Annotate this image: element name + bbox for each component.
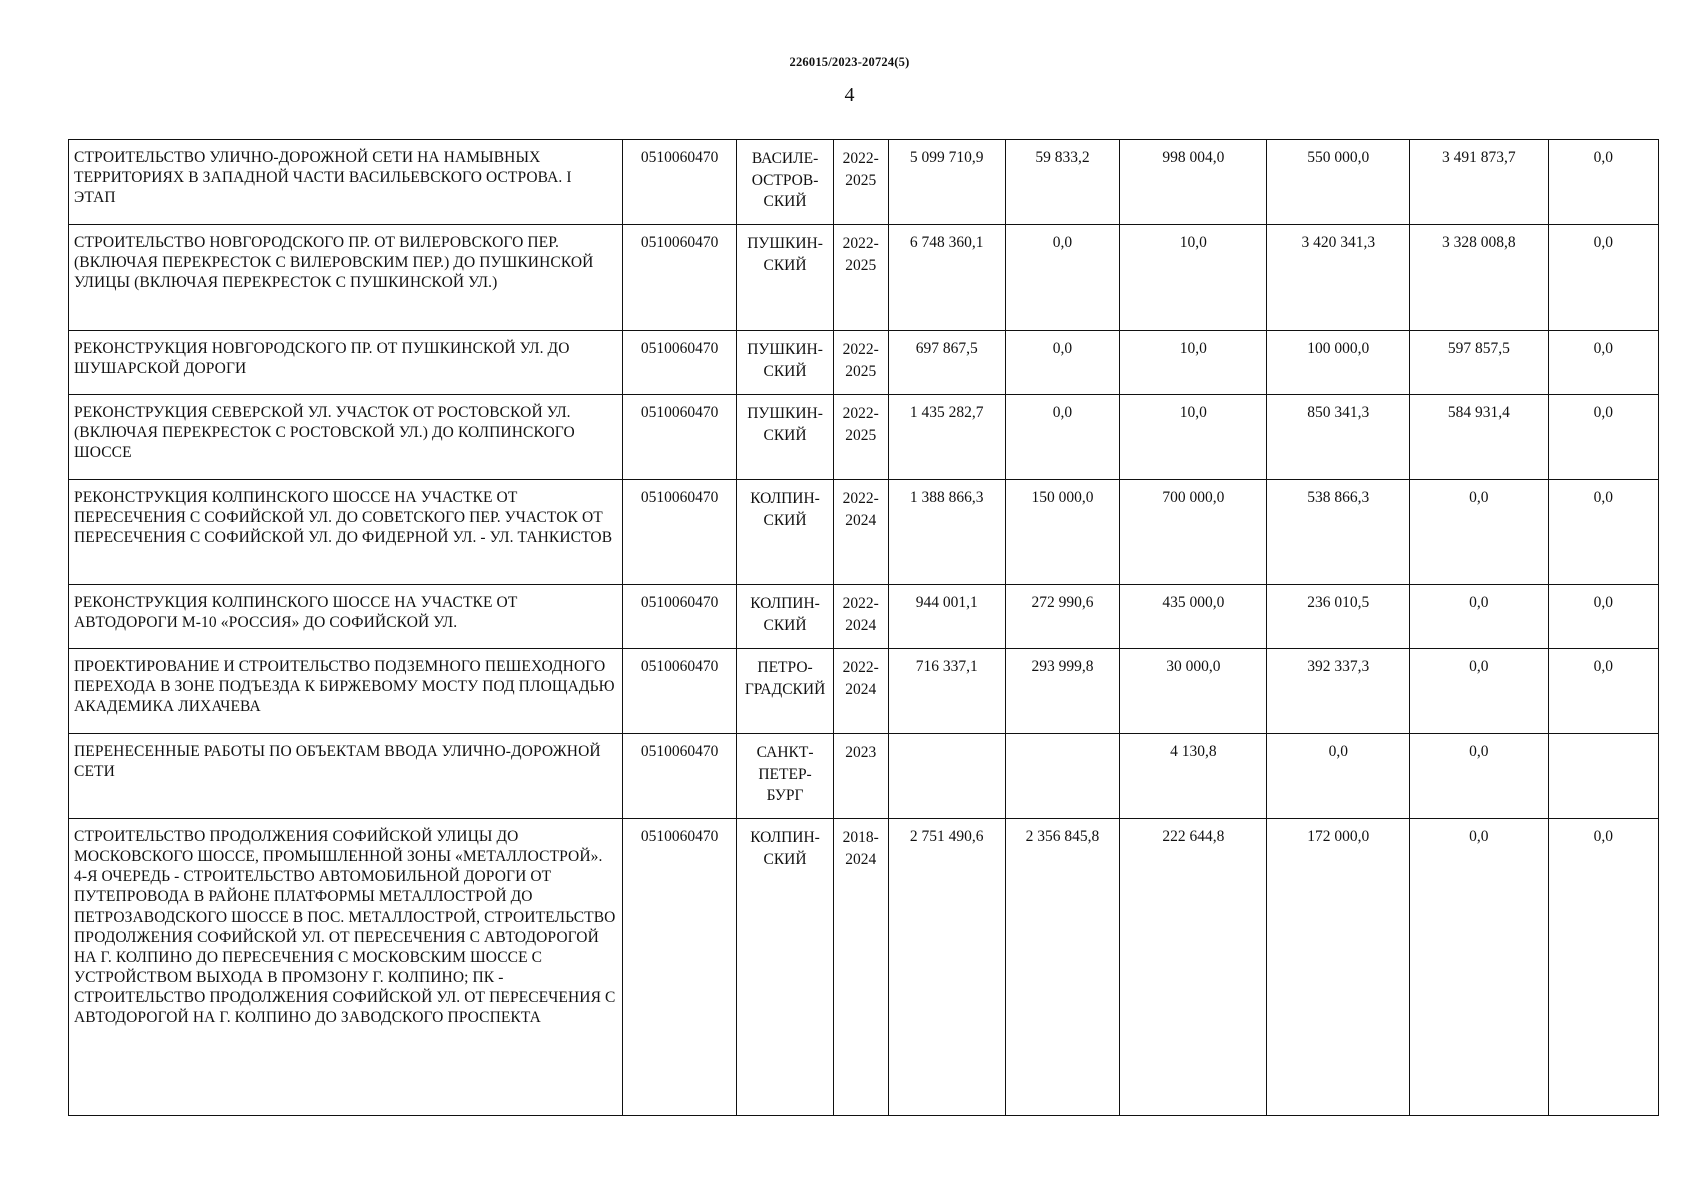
document-number: 226015/2023-20724(5) xyxy=(789,55,910,69)
table-row xyxy=(69,140,1659,225)
value-col-4: 3 420 341,3 xyxy=(1267,225,1410,331)
object-name: СТРОИТЕЛЬСТВО НОВГОРОДСКОГО ПР. ОТ ВИЛЕРОВСКОГО ПЕР. (ВКЛЮЧАЯ ПЕРЕКРЕСТОК С ВИЛЕРОВСКИМ ПЕР.) ДО ПУШКИНСКОЙ УЛИЦЫ (ВКЛЮЧАЯ ПЕРЕКРЕСТОК С ПУШКИНСКОЙ УЛ.) xyxy=(69,225,623,331)
table-row xyxy=(69,585,1659,649)
budget-code: 0510060470 xyxy=(622,480,737,585)
budget-code: 0510060470 xyxy=(622,734,737,819)
value-col-5: 0,0 xyxy=(1410,819,1548,1116)
value-col-6: 0,0 xyxy=(1548,331,1658,395)
value-col-4: 0,0 xyxy=(1267,734,1410,819)
value-col-6: 0,0 xyxy=(1548,480,1658,585)
value-col-3: 30 000,0 xyxy=(1120,649,1267,734)
district: ПУШКИН- СКИЙ xyxy=(737,331,833,395)
budget-code: 0510060470 xyxy=(622,395,737,480)
value-col-5: 3 491 873,7 xyxy=(1410,140,1548,225)
value-col-4: 850 341,3 xyxy=(1267,395,1410,480)
value-col-5: 0,0 xyxy=(1410,585,1548,649)
district: ПЕТРО- ГРАДСКИЙ xyxy=(737,649,833,734)
budget-code: 0510060470 xyxy=(622,649,737,734)
table-row xyxy=(69,649,1659,734)
years: 2022- 2024 xyxy=(833,649,888,734)
value-col-3: 435 000,0 xyxy=(1120,585,1267,649)
years: 2022- 2024 xyxy=(833,480,888,585)
budget-code: 0510060470 xyxy=(622,585,737,649)
value-col-6: 0,0 xyxy=(1548,649,1658,734)
value-col-3: 10,0 xyxy=(1120,331,1267,395)
value-total: 697 867,5 xyxy=(888,331,1005,395)
object-name: ПРОЕКТИРОВАНИЕ И СТРОИТЕЛЬСТВО ПОДЗЕМНОГО ПЕШЕХОДНОГО ПЕРЕХОДА В ЗОНЕ ПОДЪЕЗДА К БИРЖЕВОМУ МОСТУ ПОД ПЛОЩАДЬЮ АКАДЕМИКА ЛИХАЧЕВА xyxy=(69,649,623,734)
value-col-5: 584 931,4 xyxy=(1410,395,1548,480)
years: 2022- 2025 xyxy=(833,140,888,225)
value-col-6 xyxy=(1548,734,1658,819)
years: 2022- 2025 xyxy=(833,395,888,480)
value-col-3: 700 000,0 xyxy=(1120,480,1267,585)
value-col-4: 236 010,5 xyxy=(1267,585,1410,649)
value-col-4: 538 866,3 xyxy=(1267,480,1410,585)
value-col-2 xyxy=(1005,734,1120,819)
value-col-6: 0,0 xyxy=(1548,585,1658,649)
district: ВАСИЛЕ- ОСТРОВ- СКИЙ xyxy=(737,140,833,225)
years: 2018- 2024 xyxy=(833,819,888,1116)
value-col-5: 0,0 xyxy=(1410,734,1548,819)
value-col-6: 0,0 xyxy=(1548,395,1658,480)
table-row xyxy=(69,331,1659,395)
value-col-6: 0,0 xyxy=(1548,819,1658,1116)
value-total: 716 337,1 xyxy=(888,649,1005,734)
object-name: РЕКОНСТРУКЦИЯ КОЛПИНСКОГО ШОССЕ НА УЧАСТКЕ ОТ АВТОДОРОГИ М-10 «РОССИЯ» ДО СОФИЙСКОЙ УЛ. xyxy=(69,585,623,649)
value-col-5: 3 328 008,8 xyxy=(1410,225,1548,331)
value-col-5: 0,0 xyxy=(1410,649,1548,734)
value-col-3: 10,0 xyxy=(1120,225,1267,331)
table-row xyxy=(69,225,1659,331)
value-total: 1 435 282,7 xyxy=(888,395,1005,480)
budget-code: 0510060470 xyxy=(622,140,737,225)
value-col-6: 0,0 xyxy=(1548,225,1658,331)
table-row xyxy=(69,395,1659,480)
value-col-2: 0,0 xyxy=(1005,331,1120,395)
years: 2023 xyxy=(833,734,888,819)
value-col-2: 59 833,2 xyxy=(1005,140,1120,225)
value-col-2: 2 356 845,8 xyxy=(1005,819,1120,1116)
object-name: РЕКОНСТРУКЦИЯ КОЛПИНСКОГО ШОССЕ НА УЧАСТКЕ ОТ ПЕРЕСЕЧЕНИЯ С СОФИЙСКОЙ УЛ. ДО СОВЕТСКОГО ПЕР. УЧАСТОК ОТ ПЕРЕСЕЧЕНИЯ С СОФИЙСКОЙ УЛ. ДО ФИДЕРНОЙ УЛ. - УЛ. ТАНКИСТОВ xyxy=(69,480,623,585)
table-row xyxy=(69,819,1659,1116)
budget-code: 0510060470 xyxy=(622,225,737,331)
value-total: 2 751 490,6 xyxy=(888,819,1005,1116)
value-col-2: 150 000,0 xyxy=(1005,480,1120,585)
budget-code: 0510060470 xyxy=(622,819,737,1116)
district: ПУШКИН- СКИЙ xyxy=(737,395,833,480)
value-col-2: 0,0 xyxy=(1005,395,1120,480)
table-row xyxy=(69,480,1659,585)
table-row xyxy=(69,734,1659,819)
value-total: 1 388 866,3 xyxy=(888,480,1005,585)
value-col-4: 172 000,0 xyxy=(1267,819,1410,1116)
object-name: РЕКОНСТРУКЦИЯ НОВГОРОДСКОГО ПР. ОТ ПУШКИНСКОЙ УЛ. ДО ШУШАРСКОЙ ДОРОГИ xyxy=(69,331,623,395)
value-total xyxy=(888,734,1005,819)
district: ПУШКИН- СКИЙ xyxy=(737,225,833,331)
value-col-2: 0,0 xyxy=(1005,225,1120,331)
value-col-3: 998 004,0 xyxy=(1120,140,1267,225)
value-col-4: 100 000,0 xyxy=(1267,331,1410,395)
page-number: 4 xyxy=(844,84,855,106)
budget-code: 0510060470 xyxy=(622,331,737,395)
value-col-4: 550 000,0 xyxy=(1267,140,1410,225)
value-total: 6 748 360,1 xyxy=(888,225,1005,331)
district: КОЛПИН- СКИЙ xyxy=(737,480,833,585)
value-col-4: 392 337,3 xyxy=(1267,649,1410,734)
district: САНКТ- ПЕТЕР- БУРГ xyxy=(737,734,833,819)
value-col-3: 4 130,8 xyxy=(1120,734,1267,819)
value-col-5: 0,0 xyxy=(1410,480,1548,585)
years: 2022- 2025 xyxy=(833,331,888,395)
value-col-2: 293 999,8 xyxy=(1005,649,1120,734)
value-col-6: 0,0 xyxy=(1548,140,1658,225)
object-name: СТРОИТЕЛЬСТВО ПРОДОЛЖЕНИЯ СОФИЙСКОЙ УЛИЦЫ ДО МОСКОВСКОГО ШОССЕ, ПРОМЫШЛЕННОЙ ЗОНЫ «МЕТАЛЛОСТРОЙ». 4-Я ОЧЕРЕДЬ - СТРОИТЕЛЬСТВО АВТОМОБИЛЬНОЙ ДОРОГИ ОТ ПУТЕПРОВОДА В РАЙОНЕ ПЛАТФОРМЫ МЕТАЛЛОСТРОЙ ДО ПЕТРОЗАВОДСКОГО ШОССЕ В ПОС. МЕТАЛЛОСТРОЙ, СТРОИТЕЛЬСТВО ПРОДОЛЖЕНИЯ СОФИЙСКОЙ УЛ. ОТ ПЕРЕСЕЧЕНИЯ С АВТОДОРОГОЙ НА Г. КОЛПИНО ДО ПЕРЕСЕЧЕНИЯ С МОСКОВСКИМ ШОССЕ С УСТРОЙСТВОМ ВЫХОДА В ПРОМЗОНУ Г. КОЛПИНО; ПК - СТРОИТЕЛЬСТВО ПРОДОЛЖЕНИЯ СОФИЙСКОЙ УЛ. ОТ ПЕРЕСЕЧЕНИЯ С АВТОДОРОГОЙ НА Г. КОЛПИНО ДО ЗАВОДСКОГО ПРОСПЕКТА xyxy=(69,819,623,1116)
district: КОЛПИН- СКИЙ xyxy=(737,819,833,1116)
object-name: РЕКОНСТРУКЦИЯ СЕВЕРСКОЙ УЛ. УЧАСТОК ОТ РОСТОВСКОЙ УЛ. (ВКЛЮЧАЯ ПЕРЕКРЕСТОК С РОСТОВСКОЙ УЛ.) ДО КОЛПИНСКОГО ШОССЕ xyxy=(69,395,623,480)
district: КОЛПИН- СКИЙ xyxy=(737,585,833,649)
investment-table xyxy=(68,139,1659,1116)
object-name: СТРОИТЕЛЬСТВО УЛИЧНО-ДОРОЖНОЙ СЕТИ НА НАМЫВНЫХ ТЕРРИТОРИЯХ В ЗАПАДНОЙ ЧАСТИ ВАСИЛЬЕВСКОГО ОСТРОВА. I ЭТАП xyxy=(69,140,623,225)
value-total: 5 099 710,9 xyxy=(888,140,1005,225)
value-col-3: 10,0 xyxy=(1120,395,1267,480)
value-col-2: 272 990,6 xyxy=(1005,585,1120,649)
object-name: ПЕРЕНЕСЕННЫЕ РАБОТЫ ПО ОБЪЕКТАМ ВВОДА УЛИЧНО-ДОРОЖНОЙ СЕТИ xyxy=(69,734,623,819)
years: 2022- 2025 xyxy=(833,225,888,331)
years: 2022- 2024 xyxy=(833,585,888,649)
value-total: 944 001,1 xyxy=(888,585,1005,649)
value-col-5: 597 857,5 xyxy=(1410,331,1548,395)
value-col-3: 222 644,8 xyxy=(1120,819,1267,1116)
